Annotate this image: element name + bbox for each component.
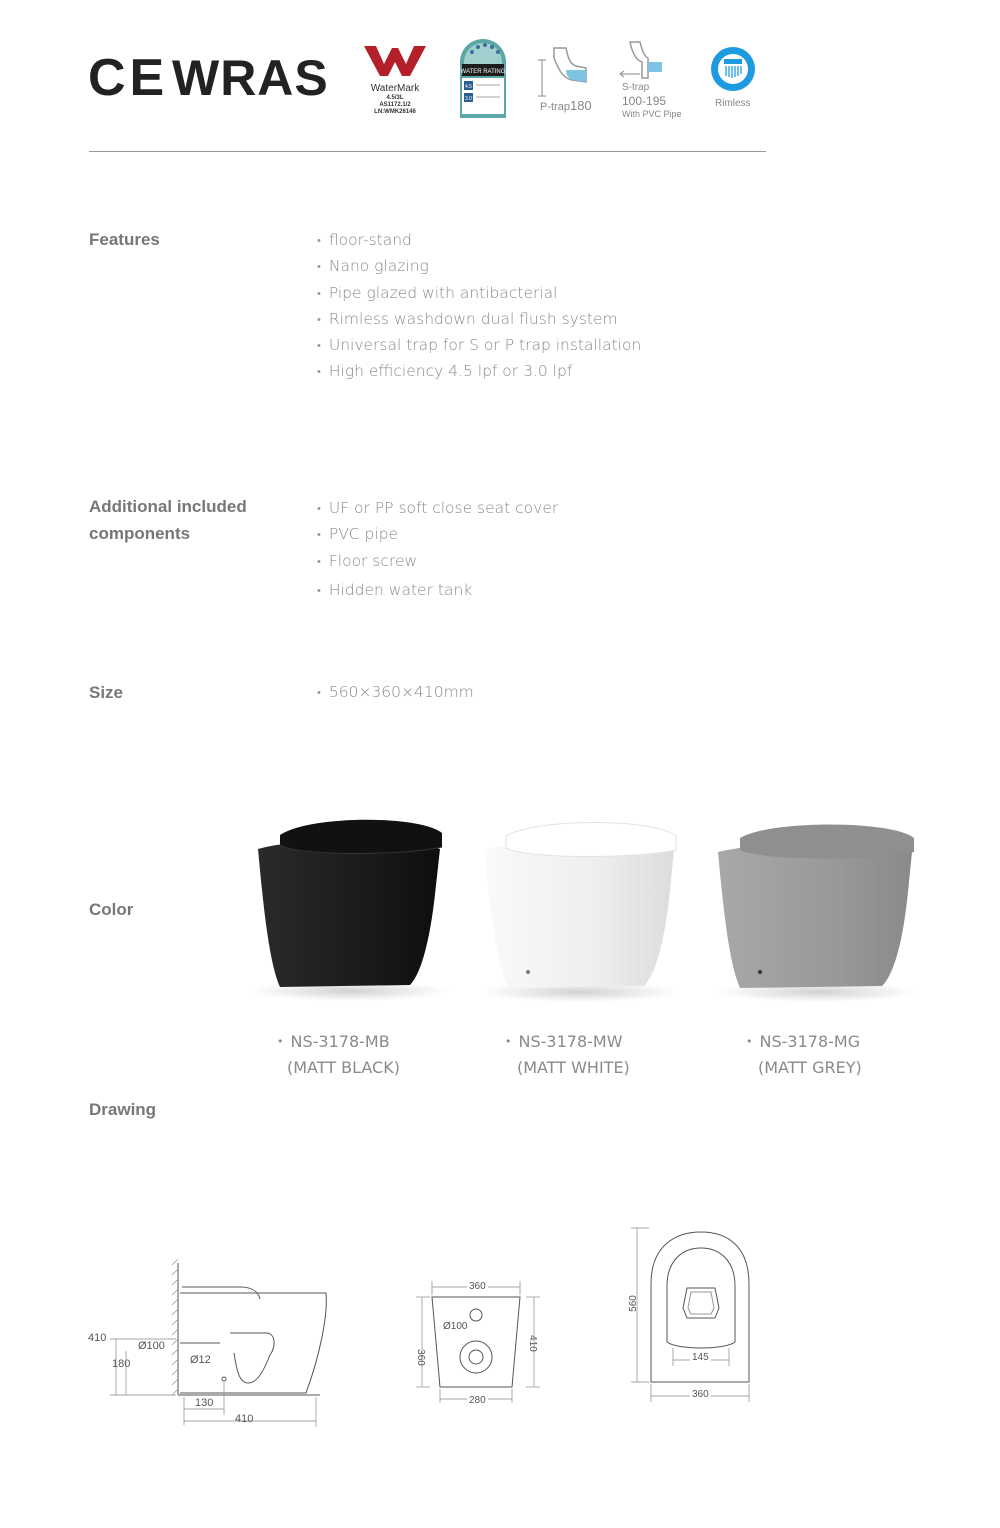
header-divider xyxy=(89,151,766,152)
features-label: Features xyxy=(89,230,160,249)
size-list xyxy=(317,679,474,705)
rimless-label: Rimless xyxy=(715,98,751,109)
list-item: • UF or PP soft close seat cover xyxy=(317,495,558,521)
top-dim-length: 560 xyxy=(627,1295,639,1312)
variant-caption-grey: • NS-3178-MG (MATT GREY) xyxy=(746,1032,862,1077)
watermark-licence: LN:WMK26146 xyxy=(374,109,416,115)
p-trap-icon xyxy=(536,40,606,103)
back-dim-width: 360 xyxy=(469,1281,486,1292)
list-item: • Floor screw xyxy=(317,548,558,574)
rating-star-1: 4.5 xyxy=(465,84,472,90)
toilet-image-matt-black xyxy=(240,815,460,1005)
side-dim-offset: 130 xyxy=(195,1397,214,1409)
list-item: • Universal trap for S or P trap installation xyxy=(317,332,641,358)
water-rating-title: WATER RATING xyxy=(460,69,506,75)
top-dim-width: 360 xyxy=(692,1389,709,1400)
list-item: • 560×360×410mm xyxy=(317,679,474,705)
side-dim-height: 410 xyxy=(88,1332,107,1344)
watermark-rating: 4.5/3L xyxy=(386,95,404,101)
list-item: • Hidden water tank xyxy=(317,577,558,603)
variant-caption-white: • NS-3178-MW (MATT WHITE) xyxy=(505,1032,630,1077)
watermark-logo xyxy=(362,42,428,116)
wras-mark: WRAS xyxy=(172,50,329,106)
top-view-drawing xyxy=(625,1222,775,1412)
rimless-icon xyxy=(710,46,756,97)
list-item: • floor-stand xyxy=(317,227,641,253)
side-dim-depth: 410 xyxy=(235,1413,254,1425)
side-dim-outlet: Ø100 xyxy=(138,1340,165,1352)
features-list xyxy=(317,227,641,385)
size-label: Size xyxy=(89,683,124,702)
top-dim-fixing: 145 xyxy=(692,1352,709,1363)
s-trap-icon xyxy=(618,38,688,85)
back-dim-base: 280 xyxy=(469,1395,486,1406)
side-dim-inlet: Ø12 xyxy=(190,1354,211,1366)
components-label: Additional included components xyxy=(89,497,247,543)
watermark-brand: WaterMark xyxy=(370,83,420,94)
components-list xyxy=(317,495,558,603)
drawing-label: Drawing xyxy=(89,1100,157,1119)
list-item: • Nano glazing xyxy=(317,253,641,279)
list-item: • Pipe glazed with antibacterial xyxy=(317,280,641,306)
s-trap-label: S-trap 100-195 With PVC Pipe xyxy=(622,82,682,119)
side-dim-trap-height: 180 xyxy=(112,1358,131,1370)
watermark-w-icon xyxy=(362,42,428,78)
list-item: • Rimless washdown dual flush system xyxy=(317,306,641,332)
watermark-standard: AS1172.1/2 xyxy=(379,102,411,108)
variant-caption-black: • NS-3178-MB (MATT BLACK) xyxy=(277,1032,400,1077)
back-dim-outlet: Ø100 xyxy=(443,1321,468,1332)
ce-mark: CE xyxy=(88,49,169,107)
list-item: • PVC pipe xyxy=(317,521,558,547)
toilet-image-matt-grey xyxy=(708,822,928,1012)
water-rating-label xyxy=(458,38,508,125)
p-trap-label: P-trap180 xyxy=(540,98,592,113)
back-dim-depth: 360 xyxy=(414,1349,426,1366)
list-item: • High efficiency 4.5 lpf or 3.0 lpf xyxy=(317,358,641,384)
back-dim-height: 410 xyxy=(526,1335,538,1352)
color-label: Color xyxy=(89,900,134,919)
rating-star-2: 3.0 xyxy=(465,96,472,102)
toilet-image-matt-white xyxy=(470,820,690,1010)
